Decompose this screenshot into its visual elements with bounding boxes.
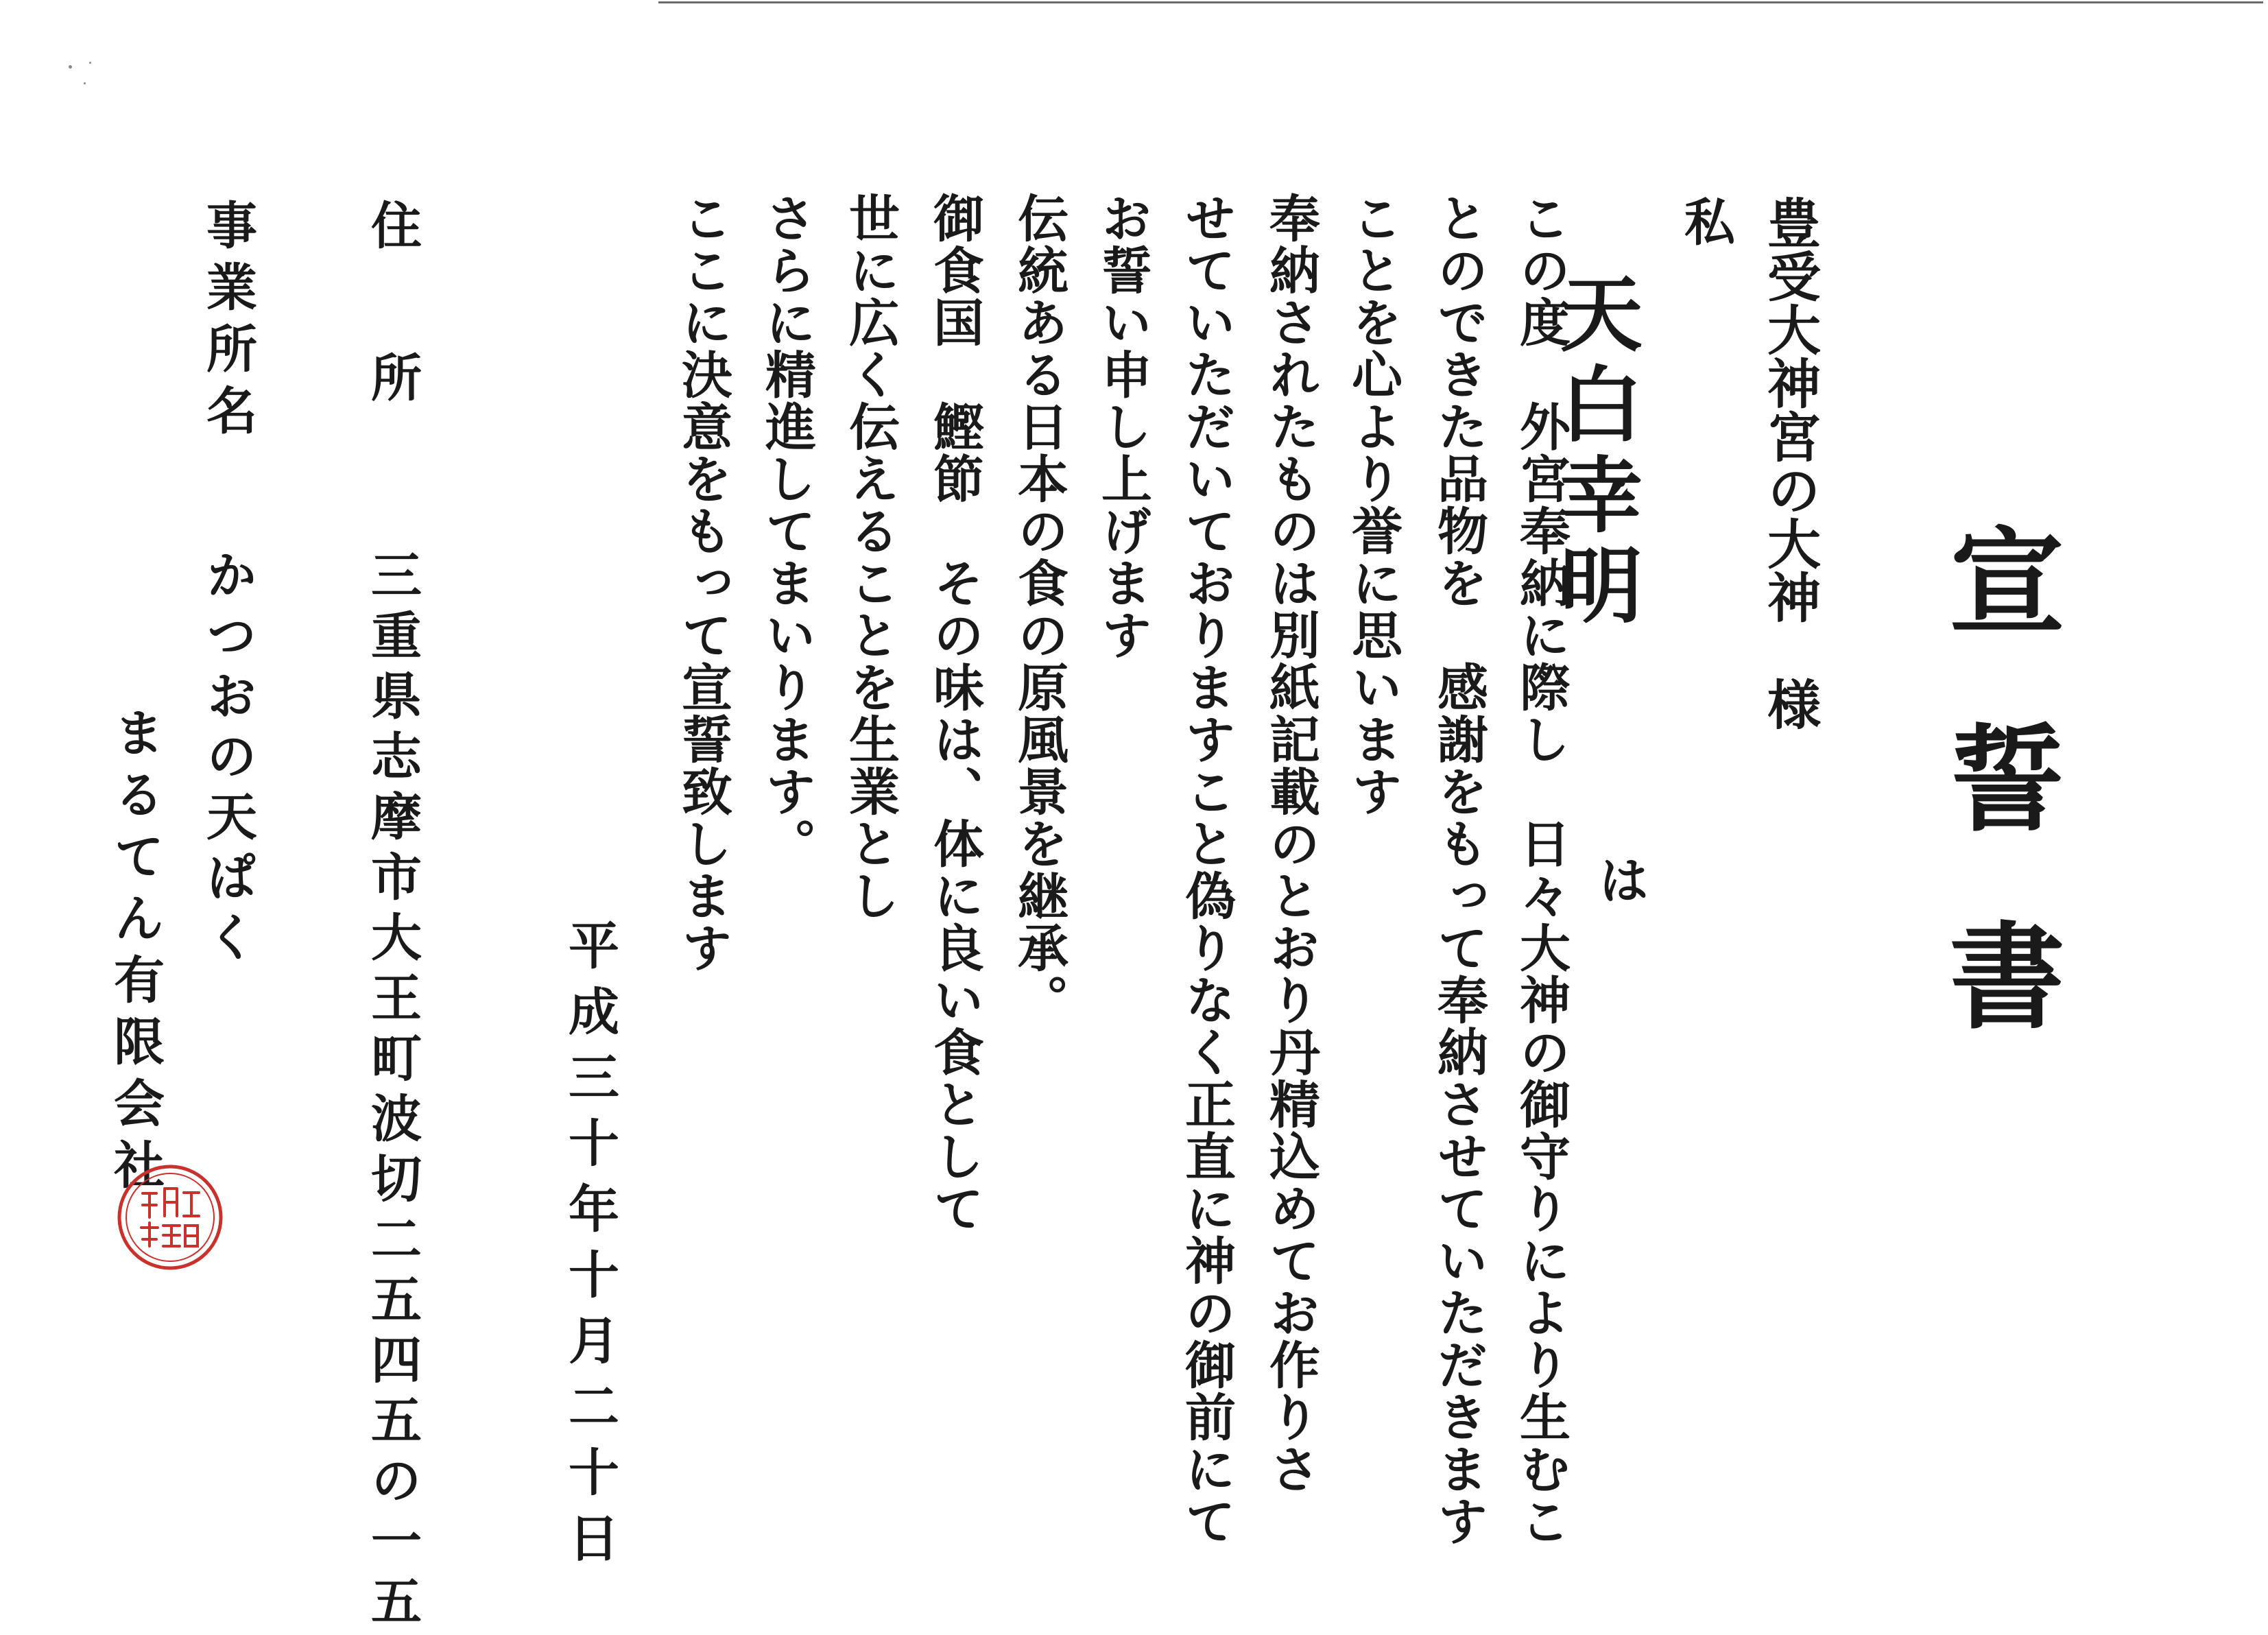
- line-4: ことを心より誉に思います: [1344, 192, 1402, 818]
- line-9: 御食国 鰹節 その味は、体に良い食として: [925, 192, 984, 1234]
- line-11: さらに精進してまいります。: [757, 192, 816, 870]
- line-8: 伝統ある日本の食の原風景を継承。: [1010, 192, 1069, 1026]
- scan-speck: [89, 62, 91, 64]
- document-title: 宣誓書: [1931, 521, 2066, 1114]
- address-label: 住 所: [363, 199, 422, 402]
- red-round-seal-icon: [115, 1162, 225, 1272]
- date: 平成三十年十月二十日: [560, 919, 619, 1577]
- scan-top-edge: [658, 1, 2263, 3]
- handwritten-signature: 天白幸明: [1547, 271, 1643, 633]
- line-3: とのできた品物を 感謝をもって奉納させていただきます: [1429, 192, 1488, 1547]
- scan-speck: [69, 65, 72, 69]
- line-2: この度 外宮奉納に際し 日々大神の御守りにより生むこ: [1512, 192, 1571, 1547]
- line-10: 世に広く伝えることを生業とし: [841, 192, 900, 922]
- line-6: せていただいておりますこと偽りなく正直に神の御前にて: [1177, 192, 1236, 1547]
- line-1-prefix: 私: [1676, 195, 1735, 248]
- line-1-suffix: は: [1590, 854, 1649, 906]
- company-name: まるてん有限会社: [106, 706, 165, 1200]
- address-value: 三重県志摩市大王町波切二五四五の一五: [363, 549, 422, 1635]
- office-name-label: 事業所名: [198, 199, 257, 446]
- line-5: 奉納されたものは別紙記載のとおり丹精込めてお作りさ: [1261, 192, 1320, 1495]
- office-name-value: かつおの天ぱく: [198, 549, 257, 971]
- scan-speck: [84, 82, 86, 84]
- addressee: 豊受大神宮の大神 様: [1758, 195, 1821, 730]
- line-7: お誓い申し上げます: [1093, 192, 1152, 661]
- line-12: ここに決意をもって宣誓致します: [673, 192, 732, 974]
